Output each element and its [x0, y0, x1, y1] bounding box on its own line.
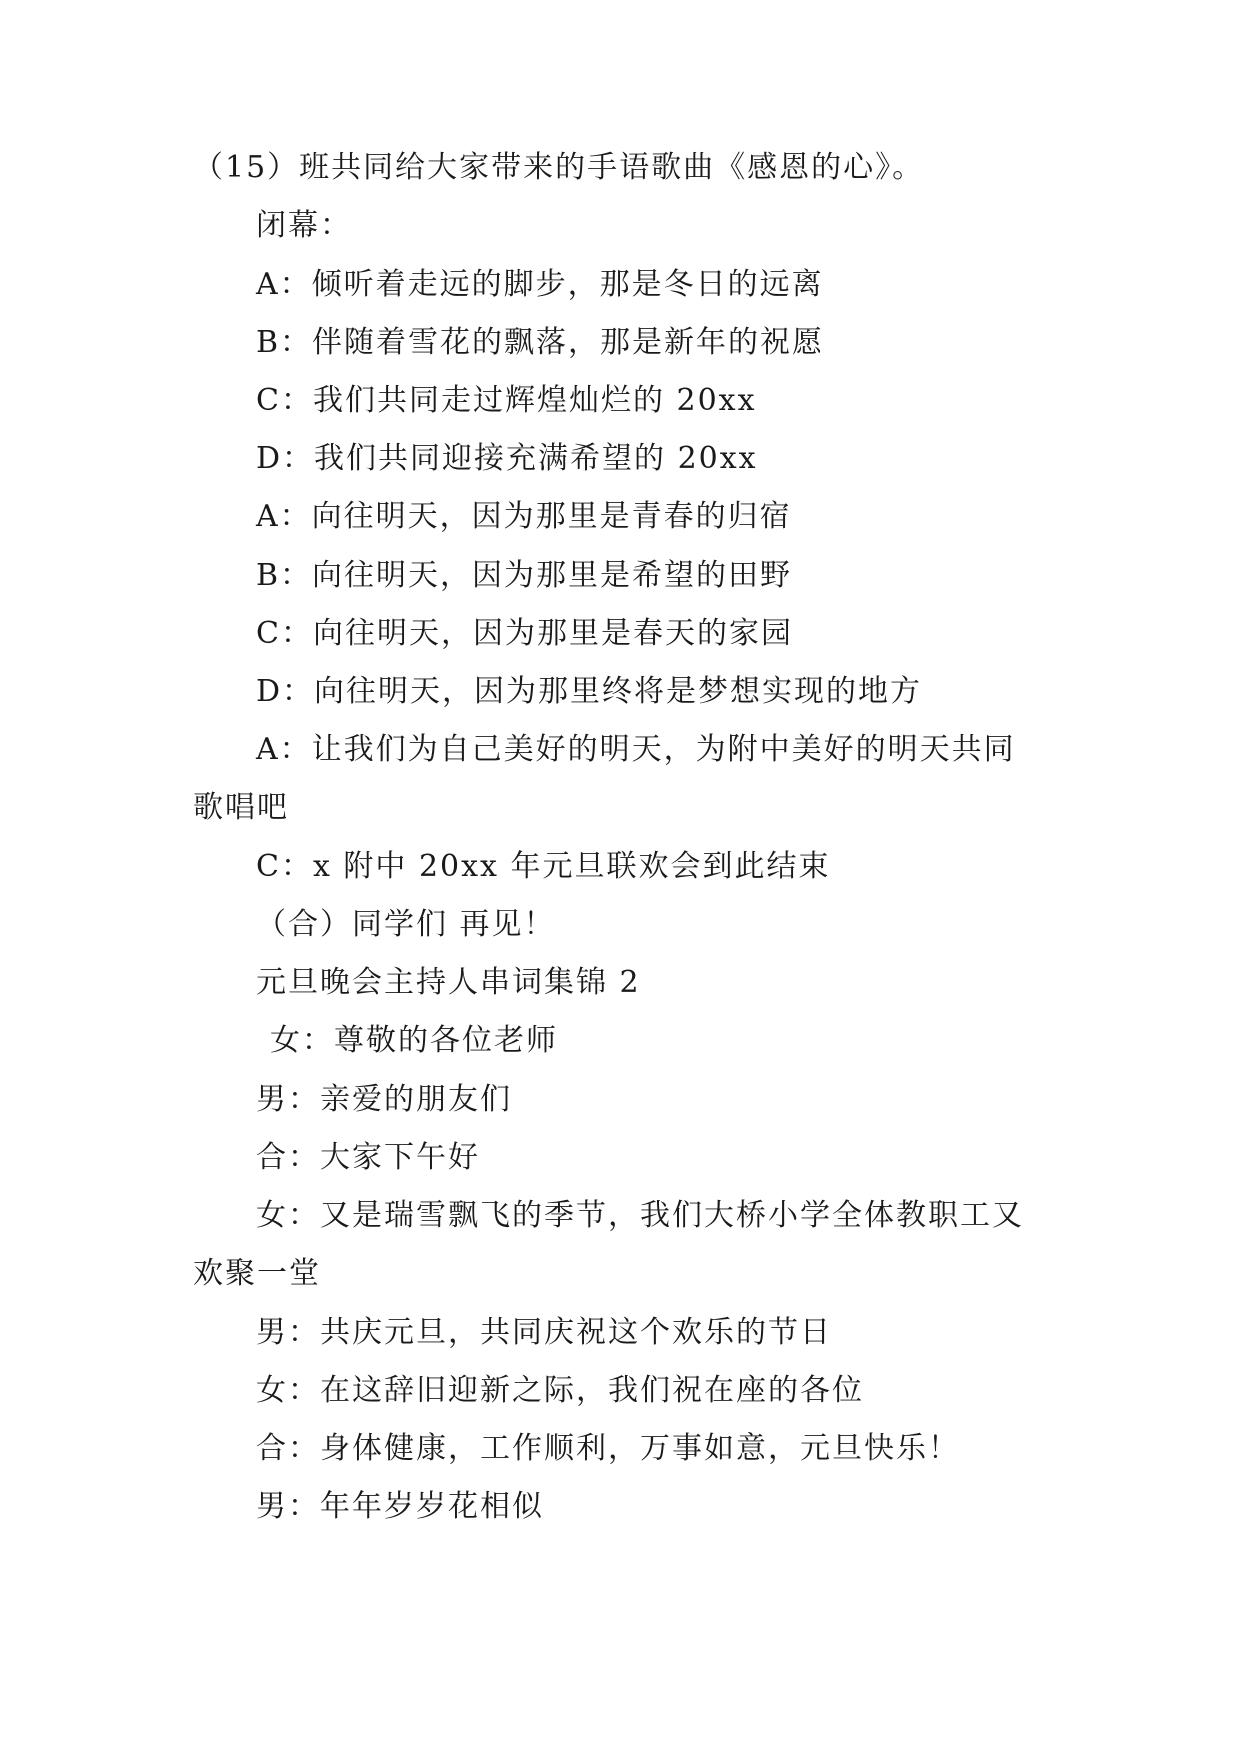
text-line: D：向往明天，因为那里终将是梦想实现的地方 — [256, 674, 923, 709]
section-heading-closing: 闭幕： — [256, 208, 352, 243]
text-line: 男：年年岁岁花相似 — [256, 1489, 544, 1524]
text-line: A：倾听着走远的脚步，那是冬日的远离 — [256, 267, 824, 302]
text-line: C：x 附中 20xx 年元旦联欢会到此结束 — [256, 849, 831, 884]
text-line: B：伴随着雪花的飘落，那是新年的祝愿 — [256, 325, 825, 360]
text-line: 女：在这辞旧迎新之际，我们祝在座的各位 — [256, 1373, 864, 1408]
text-line-continuation: 欢聚一堂 — [193, 1256, 321, 1291]
text-line: 女：尊敬的各位老师 — [270, 1023, 558, 1058]
text-line: 女：又是瑞雪飘飞的季节，我们大桥小学全体教职工又 — [256, 1198, 1024, 1233]
text-line: B：向往明天，因为那里是希望的田野 — [256, 558, 793, 593]
text-line: 男：亲爱的朋友们 — [256, 1082, 512, 1117]
text-line: （合）同学们 再见！ — [256, 907, 556, 942]
text-line: 男：共庆元旦，共同庆祝这个欢乐的节日 — [256, 1315, 832, 1350]
text-line: A：向往明天，因为那里是青春的归宿 — [256, 499, 792, 534]
text-line: C：向往明天，因为那里是春天的家园 — [256, 616, 793, 651]
text-line: 合：大家下午好 — [256, 1140, 480, 1175]
text-line: A：让我们为自己美好的明天，为附中美好的明天共同 — [256, 732, 1016, 767]
text-line: D：我们共同迎接充满希望的 20xx — [256, 441, 758, 476]
text-line-continuation: 歌唱吧 — [193, 790, 289, 825]
text-line: 合：身体健康，工作顺利，万事如意，元旦快乐！ — [256, 1431, 960, 1466]
text-line: C：我们共同走过辉煌灿烂的 20xx — [256, 383, 757, 418]
text-line: （15）班共同给大家带来的手语歌曲《感恩的心》。 — [193, 150, 925, 185]
section-heading-title: 元旦晚会主持人串词集锦 2 — [256, 965, 641, 1000]
